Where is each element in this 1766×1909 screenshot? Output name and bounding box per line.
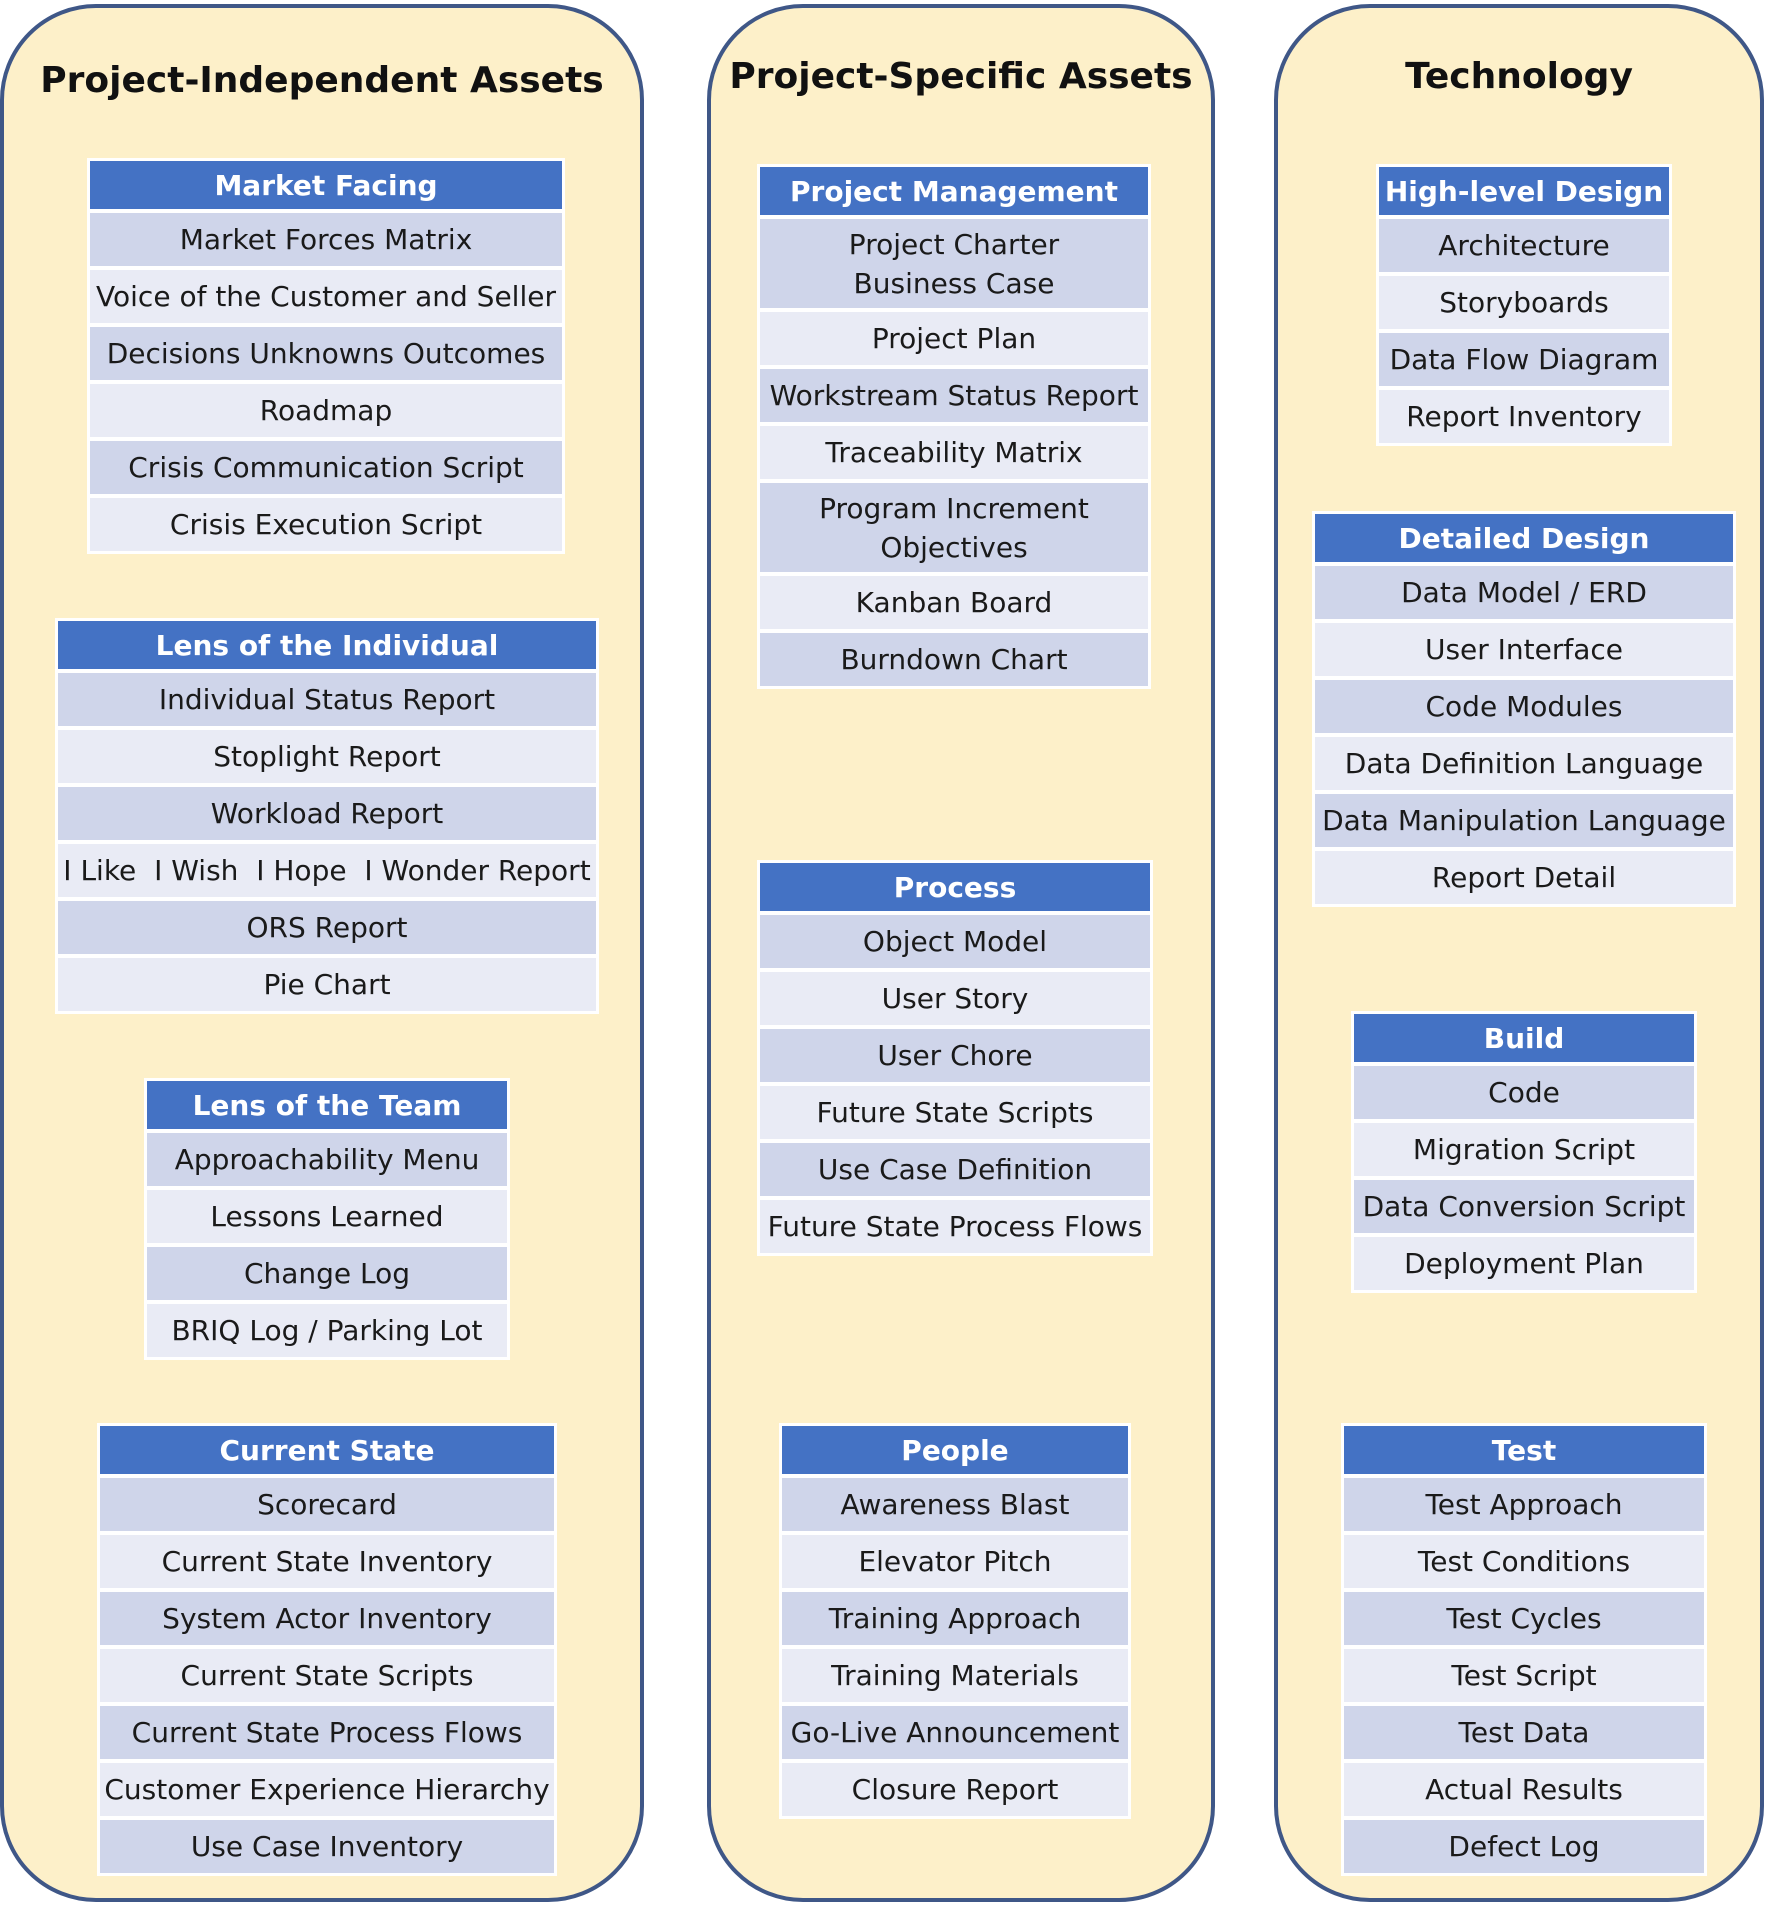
- asset-item: Data Flow Diagram: [1379, 333, 1669, 386]
- asset-item: Training Approach: [782, 1592, 1128, 1645]
- asset-item: Future State Scripts: [760, 1086, 1150, 1139]
- asset-item: Defect Log: [1344, 1820, 1704, 1873]
- asset-item: Current State Scripts: [100, 1649, 554, 1702]
- asset-item: Elevator Pitch: [782, 1535, 1128, 1588]
- column-technology: [1274, 4, 1764, 1902]
- group-lens-of-the-individual: [55, 618, 599, 1014]
- asset-item: Test Conditions: [1344, 1535, 1704, 1588]
- asset-item: Report Inventory: [1379, 390, 1669, 443]
- group-header: Detailed Design: [1315, 514, 1733, 562]
- group-project-management: [757, 164, 1151, 689]
- asset-item-line: Program Increment: [819, 491, 1089, 525]
- asset-item: Roadmap: [90, 384, 562, 437]
- group-detailed-design: [1312, 511, 1736, 907]
- asset-item: Approachability Menu: [147, 1133, 507, 1186]
- asset-item: Actual Results: [1344, 1763, 1704, 1816]
- asset-item: Use Case Definition: [760, 1143, 1150, 1196]
- asset-item: Project Plan: [760, 312, 1148, 365]
- asset-item: Object Model: [760, 915, 1150, 968]
- asset-item: Data Model / ERD: [1315, 566, 1733, 619]
- asset-item: [760, 219, 1148, 308]
- asset-item: Architecture: [1379, 219, 1669, 272]
- asset-item-line: Business Case: [853, 266, 1055, 300]
- asset-item: Market Forces Matrix: [90, 213, 562, 266]
- asset-item: Pie Chart: [58, 958, 596, 1011]
- asset-item: Use Case Inventory: [100, 1820, 554, 1873]
- asset-item: Workstream Status Report: [760, 369, 1148, 422]
- asset-item-line: Project Charter: [848, 227, 1060, 261]
- asset-item: Storyboards: [1379, 276, 1669, 329]
- group-market-facing: [87, 158, 565, 554]
- asset-item: Individual Status Report: [58, 673, 596, 726]
- asset-item: Traceability Matrix: [760, 426, 1148, 479]
- group-header: Project Management: [760, 167, 1148, 215]
- column-title: Project-Specific Assets: [729, 56, 1193, 97]
- asset-item: Data Definition Language: [1315, 737, 1733, 790]
- group-people: [779, 1423, 1131, 1819]
- asset-item: System Actor Inventory: [100, 1592, 554, 1645]
- asset-item: BRIQ Log / Parking Lot: [147, 1304, 507, 1357]
- asset-item: Data Conversion Script: [1354, 1180, 1694, 1233]
- asset-item: Customer Experience Hierarchy: [100, 1763, 554, 1816]
- asset-item-line: Objectives: [880, 530, 1028, 564]
- column-project-specific-assets: [707, 4, 1215, 1902]
- asset-item: Stoplight Report: [58, 730, 596, 783]
- group-process: [757, 860, 1153, 1256]
- column-project-independent-assets: [0, 4, 644, 1902]
- asset-item: Migration Script: [1354, 1123, 1694, 1176]
- asset-item: [760, 483, 1148, 572]
- asset-item: Training Materials: [782, 1649, 1128, 1702]
- asset-item: Deployment Plan: [1354, 1237, 1694, 1290]
- asset-item: ORS Report: [58, 901, 596, 954]
- group-header: Current State: [100, 1426, 554, 1474]
- asset-item: Report Detail: [1315, 851, 1733, 904]
- group-header: Lens of the Individual: [58, 621, 596, 669]
- group-header: Market Facing: [90, 161, 562, 209]
- group-test: [1341, 1423, 1707, 1876]
- asset-item: Decisions Unknowns Outcomes: [90, 327, 562, 380]
- asset-item: Current State Inventory: [100, 1535, 554, 1588]
- asset-item: Voice of the Customer and Seller: [90, 270, 562, 323]
- asset-item: Test Approach: [1344, 1478, 1704, 1531]
- asset-item: Scorecard: [100, 1478, 554, 1531]
- asset-item: User Chore: [760, 1029, 1150, 1082]
- group-header: Process: [760, 863, 1150, 911]
- asset-item: Test Script: [1344, 1649, 1704, 1702]
- asset-item: Change Log: [147, 1247, 507, 1300]
- asset-item: Lessons Learned: [147, 1190, 507, 1243]
- group-build: [1351, 1011, 1697, 1293]
- asset-item: User Story: [760, 972, 1150, 1025]
- asset-item: Code Modules: [1315, 680, 1733, 733]
- asset-item: Test Data: [1344, 1706, 1704, 1759]
- group-header: Lens of the Team: [147, 1081, 507, 1129]
- group-header: Test: [1344, 1426, 1704, 1474]
- asset-item: Data Manipulation Language: [1315, 794, 1733, 847]
- group-header: People: [782, 1426, 1128, 1474]
- group-current-state: [97, 1423, 557, 1876]
- asset-item: Future State Process Flows: [760, 1200, 1150, 1253]
- asset-item: Kanban Board: [760, 576, 1148, 629]
- asset-item: Test Cycles: [1344, 1592, 1704, 1645]
- group-header: High-level Design: [1379, 167, 1669, 215]
- asset-item: Current State Process Flows: [100, 1706, 554, 1759]
- asset-item: Go-Live Announcement: [782, 1706, 1128, 1759]
- group-lens-of-the-team: [144, 1078, 510, 1360]
- asset-item: Awareness Blast: [782, 1478, 1128, 1531]
- column-title: Project-Independent Assets: [40, 60, 604, 101]
- asset-item: Code: [1354, 1066, 1694, 1119]
- asset-item: Crisis Execution Script: [90, 498, 562, 551]
- column-title: Technology: [1405, 56, 1633, 97]
- asset-item: Workload Report: [58, 787, 596, 840]
- asset-item: Crisis Communication Script: [90, 441, 562, 494]
- asset-item: User Interface: [1315, 623, 1733, 676]
- group-high-level-design: [1376, 164, 1672, 446]
- asset-item: Closure Report: [782, 1763, 1128, 1816]
- asset-item: Burndown Chart: [760, 633, 1148, 686]
- asset-item: I Like I Wish I Hope I Wonder Report: [58, 844, 596, 897]
- group-header: Build: [1354, 1014, 1694, 1062]
